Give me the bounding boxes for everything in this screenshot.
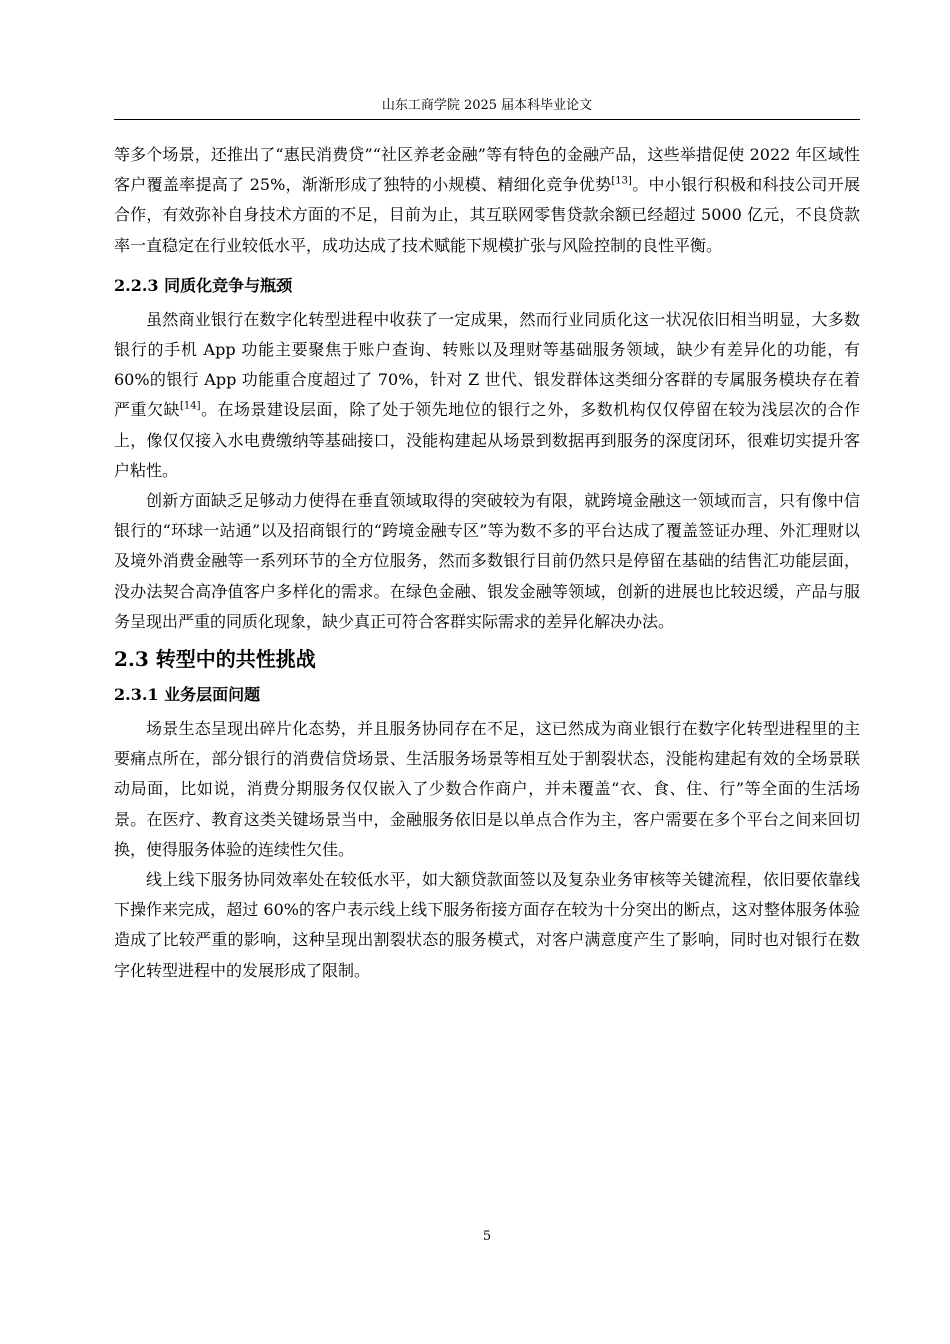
paragraph-continued bbox=[114, 140, 860, 261]
section-heading-2-3: 2.3 转型中的共性挑战 bbox=[114, 647, 316, 672]
section-heading-2-3-1: 2.3.1 业务层面问题 bbox=[114, 685, 261, 705]
page-number: 5 bbox=[482, 1229, 492, 1244]
section-heading-2-2-3: 2.2.3 同质化竞争与瓶颈 bbox=[114, 275, 293, 295]
header-divider bbox=[114, 119, 860, 120]
paragraph: 创新方面缺乏足够动力使得在垂直领域取得的突破较为有限，就跨境金融这一领域而言，只有像中信银行的“环球一站通”以及招商银行的“跨境金融专区”等为数不多的平台达成了覆盖签证办理、外汇理财以及境外消费金融等一系列环节的全方位服务，然而多数银行目前仍然只是停留在基础的结售汇功能层面，没办法契合高净值客户多样化的需求。在绿色金融、银发金融等领域，创新的进展也比较迟缓，产品与服务呈现出严重的同质化现象，缺少真正可符合客群实际需求的差异化解决办法。 bbox=[114, 491, 860, 631]
paragraph-text-tail: 。在场景建设层面，除了处于领先地位的银行之外，多数机构仅仅停留在较为浅层次的合作上，像仅仅接入水电费缴纳等基础接口，没能构建起从场景到数据再到服务的深度闭环，很难切实提升客户粘性。 bbox=[114, 400, 860, 480]
page-body bbox=[114, 140, 860, 986]
running-header: 山东工商学院 2025 届本科毕业论文 bbox=[381, 98, 593, 113]
paragraph: 线上线下服务协同效率处在较低水平，如大额贷款面签以及复杂业务审核等关键流程，依旧要依靠线下操作来完成，超过 60%的客户表示线上线下服务衔接方面存在较为十分突出的断点，这对整体服务体验造成了比较严重的影响，这种呈现出割裂状态的服务模式，对客户满意度产生了影响，同时也对银行在数字化转型进程中的发展形成了限制。 bbox=[114, 870, 860, 980]
paragraph: 场景生态呈现出碎片化态势，并且服务协同存在不足，这已然成为商业银行在数字化转型进程里的主要痛点所在，部分银行的消费信贷场景、生活服务场景等相互处于割裂状态，没能构建起有效的全场景联动局面，比如说，消费分期服务仅仅嵌入了少数合作商户，并未覆盖“衣、食、住、行”等全面的生活场景。在医疗、教育这类关键场景当中，金融服务依旧是以单点合作为主，客户需要在多个平台之间来回切换，使得服务体验的连续性欠佳。 bbox=[114, 719, 860, 859]
paragraph-text-tail: 。中小银行积极和科技公司开展合作，有效弥补自身技术方面的不足，目前为止，其互联网零售贷款余额已经超过 5000 亿元，不良贷款率一直稳定在行业较低水平，成功达成了技术赋能下规模扩张与风险控制的良性平衡。 bbox=[114, 175, 860, 255]
paragraph bbox=[114, 305, 860, 486]
paragraph-text: 等多个场景，还推出了“惠民消费贷”“社区养老金融”等有特色的金融产品，这些举措促使 2022 年区域性客户覆盖率提高了 25%，渐渐形成了独特的小规模、精细化竞争优势 bbox=[114, 145, 860, 195]
citation: [14] bbox=[179, 401, 201, 413]
citation: [13] bbox=[611, 175, 632, 187]
paragraph-text: 虽然商业银行在数字化转型进程中收获了一定成果，然而行业同质化这一状况依旧相当明显，大多数银行的手机 App 功能主要聚焦于账户查询、转账以及理财等基础服务领域，缺少有差异化的功能，有 60%的银行 App 功能重合度超过了 70%，针对 Z 世代、银发群体这类细分客群的专属服务模块存在着严重欠缺 bbox=[114, 309, 860, 420]
